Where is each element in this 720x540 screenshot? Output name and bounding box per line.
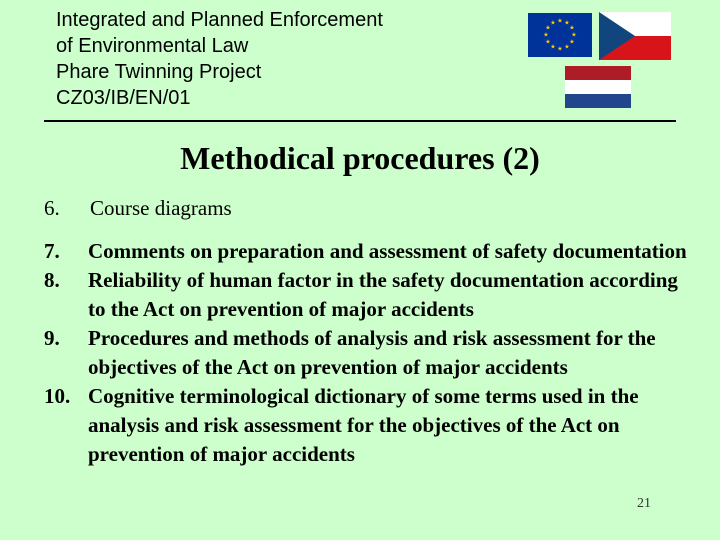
svg-text:★: ★ xyxy=(550,19,556,27)
procedure-list xyxy=(44,194,694,469)
list-item-number: 6. xyxy=(44,196,60,220)
svg-text:★: ★ xyxy=(571,31,577,39)
czech-flag-icon xyxy=(599,12,671,60)
list-item-number: 7. xyxy=(44,239,60,263)
header-line-1: Integrated and Planned Enforcement xyxy=(56,9,383,31)
svg-text:★: ★ xyxy=(564,43,570,51)
header-line-2: of Environmental Law xyxy=(56,35,249,57)
list-item-text: Comments on preparation and assessment of safety documentation xyxy=(88,239,687,263)
svg-text:★: ★ xyxy=(543,31,549,39)
list-item xyxy=(44,382,694,469)
list-item-number: 8. xyxy=(44,268,60,292)
svg-text:★: ★ xyxy=(545,24,551,32)
list-item xyxy=(44,324,694,382)
header-line-4: CZ03/IB/EN/01 xyxy=(56,87,191,109)
header-divider xyxy=(44,120,676,122)
header-line-3: Phare Twinning Project xyxy=(56,61,262,83)
list-item-number: 9. xyxy=(44,326,60,350)
list-item-text: Procedures and methods of analysis and risk assessment for the objectives of the Act on prevention of major accidents xyxy=(88,326,656,379)
svg-text:★: ★ xyxy=(557,45,563,53)
list-item-text: Reliability of human factor in the safety documentation according to the Act on prevention of major accidents xyxy=(88,268,678,321)
list-item xyxy=(44,266,694,324)
list-item xyxy=(44,194,694,223)
project-header xyxy=(56,7,476,111)
svg-text:★: ★ xyxy=(557,17,563,25)
czech-flag-graphic xyxy=(599,12,671,60)
eu-flag-icon xyxy=(528,13,592,57)
svg-text:★: ★ xyxy=(569,38,575,46)
list-item xyxy=(44,237,694,266)
eu-flag-graphic xyxy=(528,13,592,57)
list-item-text: Cognitive terminological dictionary of some terms used in the analysis and risk assessment for the objectives of the Act on prevention of major accidents xyxy=(88,384,639,466)
svg-text:★: ★ xyxy=(545,38,551,46)
page-number: 21 xyxy=(637,496,651,511)
slide-title: Methodical procedures (2) xyxy=(180,140,540,176)
netherlands-flag-icon xyxy=(565,66,631,108)
list-item-text: Course diagrams xyxy=(90,196,232,220)
svg-text:★: ★ xyxy=(564,19,570,27)
netherlands-flag-graphic xyxy=(565,66,631,108)
list-item-number: 10. xyxy=(44,384,71,408)
svg-text:★: ★ xyxy=(550,43,556,51)
svg-text:★: ★ xyxy=(569,24,575,32)
